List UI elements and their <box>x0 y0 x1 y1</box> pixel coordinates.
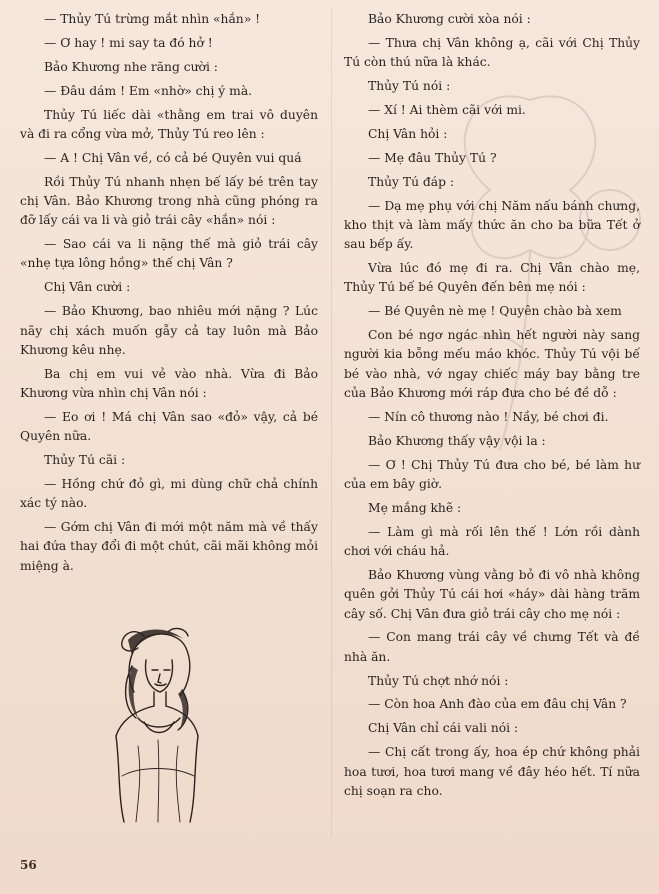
paragraph: — Ơ hay ! mi say ta đó hở ! <box>44 35 213 50</box>
paragraph: Ba chị em vui vẻ vào nhà. Vừa đi Bảo Khương vừa nhìn chị Vân nói : <box>20 366 318 400</box>
paragraph: — Eo ơi ! Má chị Vân sao «đỏ» vậy, cả bé Quyên nữa. <box>20 409 318 444</box>
paragraph: — Xí ! Ai thèm cãi với mi. <box>368 102 526 117</box>
paragraph: — Bé Quyên nè mẹ ! Quyên chào bà xem <box>368 304 622 319</box>
column-gutter <box>331 8 332 838</box>
paragraph: — Thưa chị Vân không ạ, cãi với Chị Thủy Tú còn thú nữa là khác. <box>344 35 640 70</box>
paragraph: Rồi Thủy Tú nhanh nhẹn bế lấy bé trên tay chị Vân. Bảo Khương trong nhà cũng phóng ra đỡ lấy cái va li và giỏ trái cây «hắn» nói : <box>20 174 318 228</box>
paragraph: Con bé ngơ ngác nhìn hết người này sang người kia bỗng mếu máo khóc. Thủy Tú vội bế bé vào nhà, vớ ngay chiếc máy bay bằng tre của Bảo Khương mới ráp đưa cho bé đề dỗ : <box>344 328 640 400</box>
paragraph: — Thủy Tú trừng mắt nhìn «hắn» ! <box>44 12 261 26</box>
paragraph: — Dạ mẹ phụ với chị Năm nấu bánh chưng, kho thịt và làm mấy thức ăn cho ba bữa Tết ở sau bếp ấy. <box>344 198 640 252</box>
paragraph: Chị Vân cười : <box>44 280 131 295</box>
paragraph: Bảo Khương vùng vằng bỏ đi vô nhà không quên gởi Thủy Tú cái hơi «háy» dài hàng trăm cây số. Chị Vân đưa giỏ trái cây cho mẹ nói : <box>344 567 640 621</box>
paragraph: — Chị cất trong ấy, hoa ép chứ không phải hoa tươi, hoa tươi mang về đây héo hết. Tí nữa chị soạn ra cho. <box>344 745 640 798</box>
page-number: 56 <box>20 858 37 872</box>
paragraph: — Còn hoa Anh đào của em đâu chị Vân ? <box>368 697 627 712</box>
paragraph: — A ! Chị Vân về, có cả bé Quyên vui quá <box>44 150 302 165</box>
paragraph: — Ơ ! Chị Thủy Tú đưa cho bé, bé làm hư của em bây giờ. <box>344 457 640 491</box>
paragraph: — Bảo Khương, bao nhiêu mới nặng ? Lúc nãy chị xách muốn gẫy cả tay luôn mà Bảo Khương kêu nhẹ. <box>20 304 318 357</box>
paragraph: Thủy Tú chợt nhớ nói : <box>368 673 509 688</box>
paragraph: Bảo Khương cười xòa nói : <box>368 12 531 26</box>
paragraph: — Mẹ đâu Thủy Tú ? <box>368 150 497 165</box>
paragraph: — Sao cái va li nặng thế mà giỏ trái cây «nhẹ tựa lông hồng» thế chị Vân ? <box>20 237 318 271</box>
paragraph: Mẹ mắng khẽ : <box>368 500 462 515</box>
paragraph: Chị Vân hỏi : <box>368 126 448 141</box>
paragraph: Thủy Tú cãi : <box>44 453 126 468</box>
paragraph: Vừa lúc đó mẹ đi ra. Chị Vân chào mẹ, Thủy Tú bế bé Quyên đến bên mẹ nói : <box>344 261 640 295</box>
paragraph: — Nín cô thương nào ! Nầy, bé chơi đi. <box>368 409 609 424</box>
paragraph: Thủy Tú đáp : <box>368 174 455 189</box>
paragraph: Chị Vân chỉ cái vali nói : <box>368 721 519 736</box>
paragraph: — Gớm chị Vân đi mới một năm mà về thấy hai đứa thay đổi đi một chút, cãi mãi không mỏi miệng à. <box>20 520 318 573</box>
girl-sketch-illustration <box>108 626 204 826</box>
paragraph: — Đâu dám ! Em «nhờ» chị ý mà. <box>44 83 253 98</box>
paragraph: Thủy Tú nói : <box>368 79 451 94</box>
left-text-column <box>20 10 318 581</box>
paragraph: Bảo Khương thấy vậy vội la : <box>368 433 546 448</box>
paragraph: — Con mang trái cây về chưng Tết và đề nhà ăn. <box>344 630 640 664</box>
paragraph: — Hồng chứ đỏ gì, mi dùng chữ chả chính xác tý nào. <box>20 476 318 511</box>
paragraph: Bảo Khương nhe răng cười : <box>44 59 218 74</box>
paragraph: Thủy Tú liếc dài «thằng em trai vô duyên và đi ra cổng vừa mở, Thủy Tú reo lên : <box>20 107 318 141</box>
paragraph: — Làm gì mà rối lên thế ! Lớn rồi dành chơi với cháu hả. <box>344 524 640 559</box>
right-text-column <box>344 10 640 806</box>
